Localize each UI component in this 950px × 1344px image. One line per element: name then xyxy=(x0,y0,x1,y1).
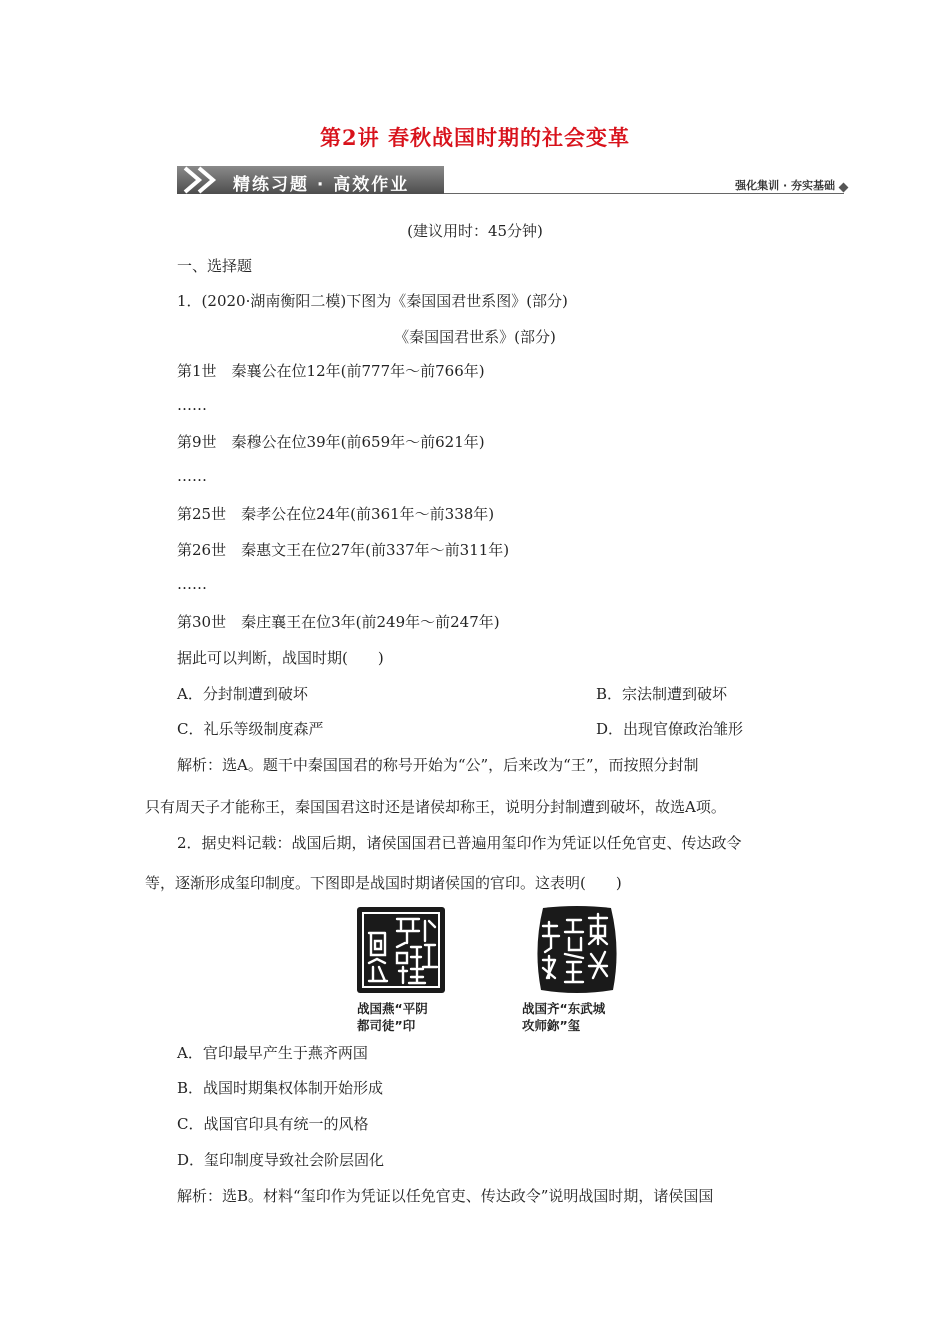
q2-analysis-line: 解析：选B。材料“玺印作为凭证以任免官吏、传达政令”说明战国时期，诸侯国国 xyxy=(177,1187,714,1205)
list-item: …… xyxy=(177,396,207,414)
list-item: 第25世 秦孝公在位24年(前361年～前338年) xyxy=(177,505,495,523)
seal-caption: 战国燕“平阴 xyxy=(357,1001,428,1016)
list-item: 第9世 秦穆公在位39年(前659年～前621年) xyxy=(177,433,485,451)
banner-rule xyxy=(444,193,844,194)
list-item: 第30世 秦庄襄王在位3年(前249年～前247年) xyxy=(177,613,500,631)
seal-caption: 战国齐“东武城 xyxy=(522,1001,606,1016)
q1-option-d: D．出现官僚政治雏形 xyxy=(596,720,744,738)
q1-question: 据此可以判断，战国时期( ) xyxy=(177,649,384,667)
list-item: …… xyxy=(177,467,207,485)
q1-table-title: 《秦国国君世系》(部分) xyxy=(394,328,556,346)
q1-analysis-line: 解析：选A。题干中秦国国君的称号开始为“公”，后来改为“王”，而按照分封制 xyxy=(177,756,699,774)
list-item: …… xyxy=(177,575,207,593)
q2-stem-line: 等，逐渐形成玺印制度。下图即是战国时期诸侯国的官印。这表明( ) xyxy=(145,874,622,892)
q2-stem-line: 2．据史料记载：战国后期，诸侯国国君已普遍用玺印作为凭证以任免官吏、传达政令 xyxy=(177,834,742,852)
section-heading: 一、选择题 xyxy=(177,257,253,275)
seal-caption: 攻师鉨”玺 xyxy=(522,1018,581,1033)
q1-stem: 1．(2020·湖南衡阳二模)下图为《秦国国君世系图》(部分) xyxy=(177,292,568,310)
list-item: 第1世 秦襄公在位12年(前777年～前766年) xyxy=(177,362,485,380)
q2-option-c: C．战国官印具有统一的风格 xyxy=(177,1115,369,1133)
q2-option-a: A．官印最早产生于燕齐两国 xyxy=(177,1044,368,1062)
section-banner xyxy=(177,163,849,197)
page-title: 第2讲 春秋战国时期的社会变革 xyxy=(320,125,630,150)
q2-option-b: B．战国时期集权体制开始形成 xyxy=(177,1079,384,1097)
seal-caption: 都司徒”印 xyxy=(357,1018,416,1033)
q1-option-c: C．礼乐等级制度森严 xyxy=(177,720,324,738)
q2-option-d: D．玺印制度导致社会阶层固化 xyxy=(177,1151,385,1169)
list-item: 第26世 秦惠文王在位27年(前337年～前311年) xyxy=(177,541,510,559)
qi-seal-image xyxy=(533,904,621,994)
banner-right-label: 强化集训 · 夯实基础 xyxy=(735,179,835,192)
banner-label: 精练习题 · 高效作业 xyxy=(233,175,410,195)
yan-seal-image xyxy=(357,907,445,993)
diamond-icon xyxy=(839,183,849,193)
q1-option-a: A．分封制遭到破坏 xyxy=(177,685,308,703)
q1-analysis-line: 只有周天子才能称王，秦国国君这时还是诸侯却称王，说明分封制遭到破坏，故选A项。 xyxy=(145,798,726,816)
time-note: (建议用时：45分钟) xyxy=(407,222,543,240)
q1-option-b: B．宗法制遭到破坏 xyxy=(596,685,728,703)
double-chevron-icon xyxy=(177,166,229,194)
